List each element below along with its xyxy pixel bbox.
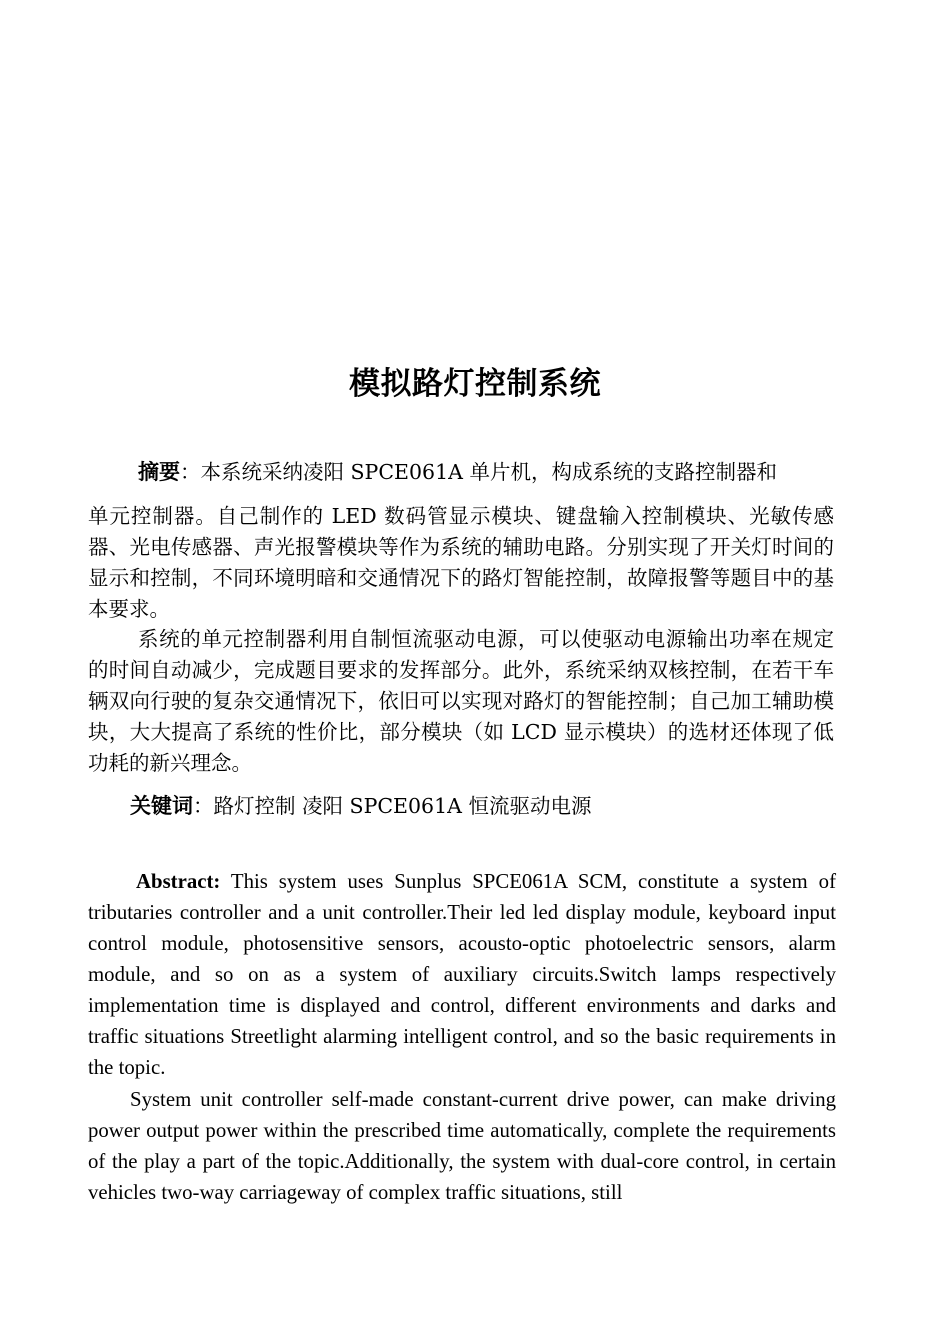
abstract-para1-text: This system uses Sunplus SPCE061A SCM, constitute a system of tributaries controller and a unit controller.Their led led display module, keyboard input control module, photosensitive sensors, acousto-optic photoelectric sensors, alarm module, and so on as a system of auxiliary circuits.Switch lamps respectively implementation time is displayed and control, different environments and darks and traffic situations Streetlight alarming intelligent control, and so the basic requirements in the topic. [88, 870, 836, 1079]
summary-label: 摘要 [138, 459, 180, 484]
document-title: 模拟路灯控制系统 [349, 366, 601, 402]
abstract-paragraph-2: System unit controller self-made constant-current drive power, can make driving power output power within the prescribed time automatically, complete the requirements of the play a part of the topic.Additionally, the system with dual-core control, in certain vehicles two-way carriageway of complex traffic situations, still [88, 1088, 836, 1204]
abstract-paragraph-1 [88, 866, 836, 1083]
summary-paragraph-2: 系统的单元控制器利用自制恒流驱动电源，可以使驱动电源输出功率在规定的时间自动减少，完成题目要求的发挥部分。此外，系统采纳双核控制，在若干车辆双向行驶的复杂交通情况下，依旧可以实现对路灯的智能控制；自己加工辅助模块，大大提高了系统的性价比，部分模块（如 LCD 显示模块）的选材还体现了低功耗的新兴理念。 [88, 627, 834, 775]
summary-first-line [88, 456, 834, 488]
keywords-separator: ： [193, 794, 214, 818]
keywords-label: 关键词 [130, 793, 193, 818]
summary-separator: ： [180, 460, 201, 484]
summary-para1-rest: 单元控制器。自己制作的 LED 数码管显示模块、键盘输入控制模块、光敏传感器、光电传感器、声光报警模块等作为系统的辅助电路。分别实现了开关灯时间的显示和控制，不同环境明暗和交通情况下的路灯智能控制，故障报警等题目中的基本要求。 [88, 504, 834, 621]
keywords-value: 路灯控制 凌阳 SPCE061A 恒流驱动电源 [213, 794, 592, 818]
summary-para1-line1: 本系统采纳凌阳 SPCE061A 单片机，构成系统的支路控制器和 [200, 460, 777, 484]
summary-paragraph-1 [88, 456, 834, 625]
keywords-line [130, 790, 830, 822]
abstract-label: Abstract: [136, 870, 221, 893]
